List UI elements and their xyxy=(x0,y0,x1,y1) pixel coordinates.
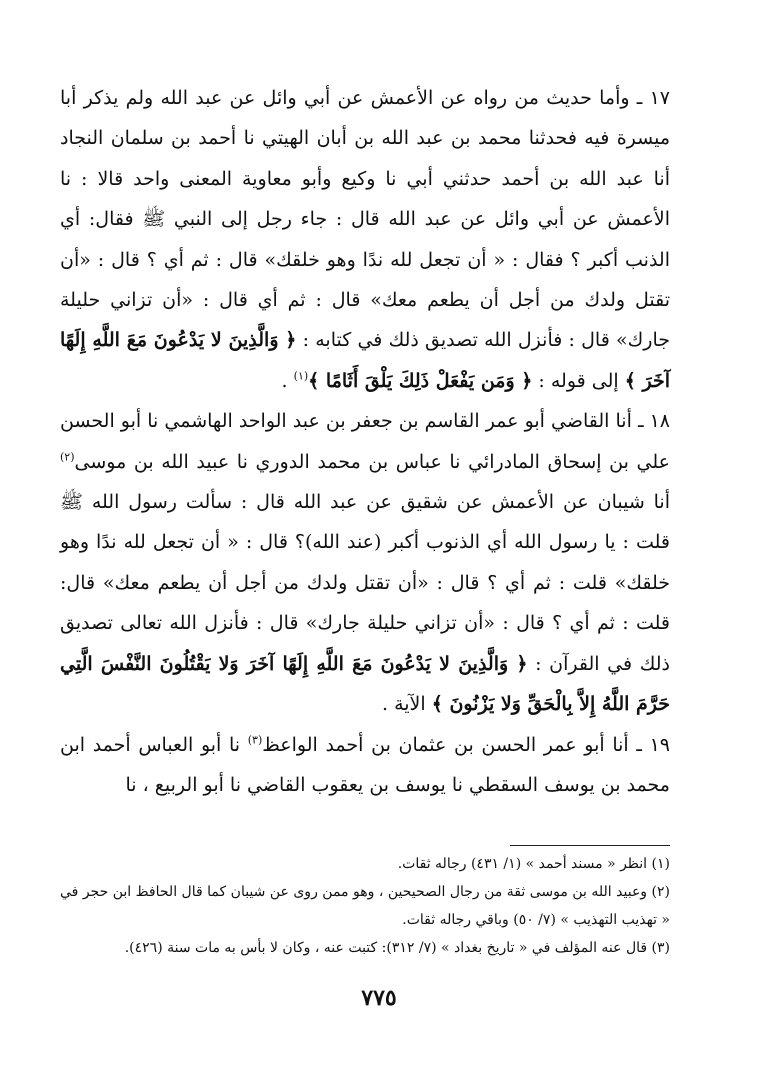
hadith-18-text-a: ١٨ ـ أنا القاضي أبو عمر القاسم بن جعفر بن عبد الواحد الهاشمي نا أبو الحسن علي بن إسحاق المادرائي نا عباس بن محمد الدوري نا عبيد الله بن موسى xyxy=(60,410,670,473)
quran-verse: ﴿ وَالَّذِينَ لا يَدْعُونَ مَعَ اللَّهِ إِلَهًا آخَرَ ﴾ xyxy=(60,329,670,392)
footnote-divider xyxy=(510,845,670,846)
footnote-ref: (٣) xyxy=(247,733,263,747)
main-text xyxy=(60,78,670,805)
hadith-17-text-b: إلى قوله : xyxy=(532,369,625,392)
hadith-19 xyxy=(60,725,670,806)
hadith-17-text-c: . xyxy=(281,369,294,392)
hadith-17-text-a: ١٧ ـ وأما حديث من رواه عن الأعمش عن أبي وائل عن عبد الله ولم يذكر أبا ميسرة فيه فحدثنا محمد بن عبد الله بن أبان الهيتي نا أحمد بن سلمان النجاد أنا عبد الله بن أحمد حدثني أبي نا وكيع وأبو معاوية المعنى واحد قالا : نا الأعمش عن أبي وائل عن عبد الله قال : جاء رجل إلى النبي ﷺ فقال: أي الذنب أكبر ؟ فقال : « أن تجعل لله ندًا وهو خلقك» قال : ثم أي ؟ قال : «أن تقتل ولدك من أجل أن يطعم معك» قال : ثم أي قال : «أن تزاني حليلة جارك» قال : فأنزل الله تصديق ذلك في كتابه : xyxy=(60,87,670,352)
hadith-17 xyxy=(60,78,670,401)
footnote-2: (٢) وعبيد الله بن موسى ثقة من رجال الصحيحين ، وهو ممن روى عن شيبان كما قال الحافظ ابن حجر في « تهذيب التهذيب » (٧/ ٥٠) وباقي رجاله ثقات. xyxy=(60,884,670,928)
page-number: ٧٧٥ xyxy=(361,985,397,1011)
footnote-1: (١) انظر « مسند أحمد » (١/ ٤٣١) رجاله ثقات. xyxy=(397,856,670,872)
hadith-19-text-a: ١٩ ـ أنا أبو عمر الحسن بن عثمان بن أحمد الواعظ xyxy=(262,733,670,756)
hadith-18-text-b: أنا شيبان عن الأعمش عن شقيق عن عبد الله قال : سألت رسول الله ﷺ قلت : يا رسول الله أي الذنوب أكبر (عند الله)؟ قال : « أن تجعل لله ندًا وهو خلقك» قلت : ثم أي ؟ قال : «أن تقتل ولدك من أجل أن يطعم معك» قال: قلت : ثم أي ؟ قال : «أن تزاني حليلة جارك» قال : فأنزل الله تعالى تصديق ذلك في القرآن : xyxy=(60,491,670,675)
hadith-19-text-b: نا أبو العباس أحمد ابن محمد بن يوسف السقطي نا يوسف بن يعقوب القاضي نا أبو الربيع ، نا xyxy=(60,733,670,796)
footnote-ref: (١) xyxy=(293,369,309,383)
footnote-ref: (٢) xyxy=(60,450,75,464)
quran-verse: ﴿ وَمَن يَفْعَلْ ذَلِكَ يَلْقَ أَثَامًا ﴾ xyxy=(308,369,533,392)
quran-verse: ﴿ وَالَّذِينَ لا يَدْعُونَ مَعَ اللَّهِ إِلَهًا آخَرَ وَلا يَقْتُلُونَ النَّفْسَ الَّتِي حَرَّمَ اللَّهُ إِلاَّ بِالْحَقِّ وَلا يَزْنُونَ ﴾ xyxy=(60,652,670,716)
hadith-18 xyxy=(60,401,670,724)
hadith-18-text-c: الآية . xyxy=(381,693,432,716)
footnote-3: (٣) قال عنه المؤلف في « تاريخ بغداد » (٧/ ٣١٢): كتبت عنه ، وكان لا بأس به مات سنة (٤٢٦). xyxy=(124,940,670,956)
footnotes xyxy=(60,850,670,962)
